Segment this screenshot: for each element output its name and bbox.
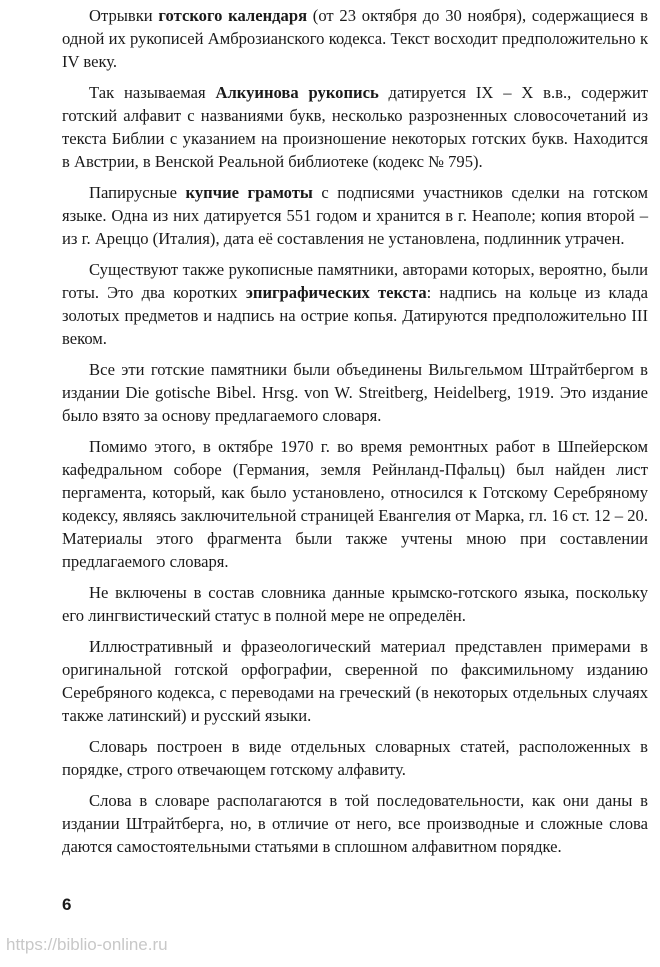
paragraph-text: Словарь построен в виде отдельных словарных статей, расположенных в порядке, строго отвечающем готскому алфавиту. — [62, 737, 648, 779]
page-text — [62, 4, 648, 866]
paragraph-text: Папирусные — [89, 183, 186, 202]
bold-term: Алкуинова рукопись — [215, 83, 379, 102]
paragraph-text: Так называемая — [89, 83, 216, 102]
paragraph — [62, 581, 648, 627]
paragraph — [62, 181, 648, 250]
bold-term: эпиграфических текста — [245, 283, 427, 302]
paragraph-text: Существуют также рукописные памятники, авторами которых, вероятно, были готы. Это два коротких — [62, 260, 648, 302]
paragraph-text: (от 23 октября до 30 ноября), содержащиеся в одной их рукописей Амброзианского кодекса. Текст восходит предположительно к IV веку. — [62, 6, 648, 71]
paragraph — [62, 81, 648, 173]
bold-term: готского календаря — [158, 6, 308, 25]
bold-term: купчие грамоты — [185, 183, 313, 202]
paragraph-text: Слова в словаре располагаются в той последовательности, как они даны в издании Штрайтберга, но, в отличие от него, все производные и сложные слова даются самостоятельными статьями в сплошном алфавитном порядке. — [62, 791, 648, 856]
paragraph-text: с подписями участников сделки на готском языке. Одна из них датируется 551 годом и хранится в г. Неаполе; копия второй – из г. Ареццо (Италия), дата её составления не установлена, подлинник утрачен. — [62, 183, 648, 248]
paragraph-text: Помимо этого, в октябре 1970 г. во время ремонтных работ в Шпейерском кафедральном соборе (Германия, земля Рейнланд-Пфальц) был найден лист пергамента, который, как было установлено, относился к Готскому Серебряному кодексу, являясь заключительной страницей Евангелия от Марка, гл. 16 ст. 12 – 20. Материалы этого фрагмента были также учтены мною при составлении предлагаемого словаря. — [62, 437, 648, 571]
paragraph — [62, 258, 648, 350]
paragraph-text: Отрывки — [89, 6, 159, 25]
paragraph — [62, 358, 648, 427]
paragraph-text: Иллюстративный и фразеологический материал представлен примерами в оригинальной готской орфографии, сверенной по факсимильному изданию Серебряного кодекса, с переводами на греческий (в некоторых отдельных случаях также латинский) и русский языки. — [62, 637, 648, 725]
paragraph-text: Все эти готские памятники были объединены Вильгельмом Штрайтбергом в издании Die gotische Bibel. Hrsg. von W. Streitberg, Heidelberg, 1919. Это издание было взято за основу предлагаемого словаря. — [62, 360, 648, 425]
paragraph — [62, 4, 648, 73]
paragraph-text: : надпись на кольце из клада золотых предметов и надпись на острие копья. Датируются предположительно III веком. — [62, 283, 648, 348]
paragraph — [62, 789, 648, 858]
watermark-url: https://biblio-online.ru — [6, 935, 168, 954]
page-number: 6 — [62, 895, 72, 914]
paragraph — [62, 635, 648, 727]
paragraph-text: датируется IX – X в.в., содержит готский алфавит с названиями букв, несколько разрозненных словосочетаний из текста Библии с указанием на произношение некоторых готских букв. Находится в Австрии, в Венской Реальной библиотеке (кодекс № 795). — [62, 83, 648, 171]
paragraph-text: Не включены в состав словника данные крымско-готского языка, поскольку его лингвистический статус в полной мере не определён. — [62, 583, 648, 625]
paragraph — [62, 435, 648, 573]
paragraph — [62, 735, 648, 781]
